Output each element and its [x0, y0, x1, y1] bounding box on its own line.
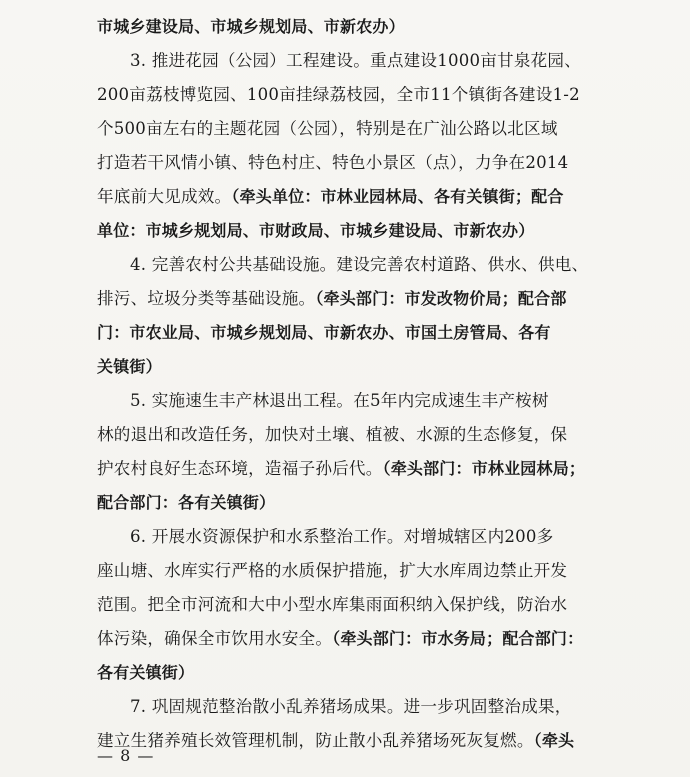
body-text: 范围。把全市河流和大中小型水库集雨面积纳入保护线，防治水: [97, 595, 568, 614]
body-text: 排污、垃圾分类等基础设施。: [97, 289, 316, 308]
body-text: 年底前大见成效。: [97, 187, 232, 206]
body-text: 6. 开展水资源保护和水系整治工作。对增城辖区内200多: [130, 527, 554, 546]
body-text: 打造若干风情小镇、特色村庄、特色小景区（点），力争在2014: [97, 153, 569, 172]
body-text: 个500亩左右的主题花园（公园），特别是在广汕公路以北区域: [97, 119, 558, 138]
page-number: — 8 —: [97, 746, 155, 765]
text-line: [97, 350, 597, 384]
body-text: 4. 完善农村公共基础设施。建设完善农村道路、供水、供电、: [130, 255, 589, 274]
text-line: [97, 724, 597, 758]
responsible-units-text: （牵头部门：市水务局；配合部门：: [332, 629, 584, 648]
body-text: 5. 实施速生丰产林退出工程。在5年内完成速生丰产桉树: [130, 391, 549, 410]
text-line: [97, 588, 597, 622]
text-line: [97, 418, 597, 452]
responsible-units-text: 门：市农业局、市城乡规划局、市新农办、市国土房管局、各有: [97, 323, 551, 342]
responsible-units-text: 关镇街）: [97, 357, 162, 376]
body-text: 林的退出和改造任务，加快对土壤、植被、水源的生态修复，保: [97, 425, 568, 444]
text-line: [97, 214, 597, 248]
text-line: [97, 10, 597, 44]
text-line: [97, 146, 597, 180]
responsible-units-text: （牵头部门：市发改物价局；配合部: [315, 289, 567, 308]
responsible-units-text: 市城乡建设局、市城乡规划局、市新农办）: [97, 17, 405, 36]
responsible-units-text: 配合部门：各有关镇街）: [97, 493, 276, 512]
responsible-units-text: 单位：市城乡规划局、市财政局、市城乡建设局、市新农办）: [97, 221, 535, 240]
text-line: [97, 690, 597, 724]
body-text: 护农村良好生态环境，造福子孙后代。: [97, 459, 383, 478]
text-line: [97, 554, 597, 588]
responsible-units-text: （牵头单位：市林业园林局、各有关镇街；配合: [231, 187, 564, 206]
body-text: 体污染，确保全市饮用水安全。: [97, 629, 333, 648]
responsible-units-text: 各有关镇街）: [97, 663, 195, 682]
text-line: [97, 112, 597, 146]
body-text: 200亩荔枝博览园、100亩挂绿荔枝园，全市11个镇街各建设1-2: [97, 85, 580, 104]
body-text: 座山塘、水库实行严格的水质保护措施，扩大水库周边禁止开发: [97, 561, 568, 580]
text-line: [97, 180, 597, 214]
text-line: [97, 452, 597, 486]
text-line: [97, 656, 597, 690]
text-line: [97, 44, 597, 78]
text-line: [97, 486, 597, 520]
responsible-units-text: （牵头: [533, 731, 575, 750]
body-text: 建立生猪养殖长效管理机制，防止散小乱养猪场死灰复燃。: [97, 731, 534, 750]
responsible-units-text: （牵头部门：市林业园林局；: [382, 459, 586, 478]
text-line: [97, 622, 597, 656]
body-text: 7. 巩固规范整治散小乱养猪场成果。进一步巩固整治成果，: [130, 697, 572, 716]
text-line: [97, 520, 597, 554]
text-line: [97, 316, 597, 350]
body-text: 3. 推进花园（公园）工程建设。重点建设1000亩甘泉花园、: [130, 51, 581, 70]
text-line: [97, 384, 597, 418]
text-line: [97, 248, 597, 282]
document-body: [97, 10, 597, 758]
text-line: [97, 282, 597, 316]
text-line: [97, 78, 597, 112]
